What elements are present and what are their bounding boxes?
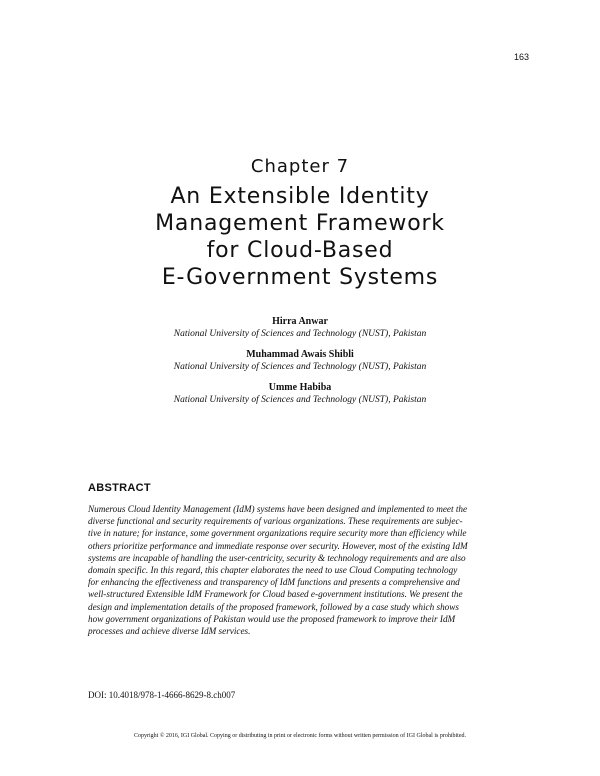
author-list xyxy=(0,315,600,414)
title-line: An Extensible Identity xyxy=(170,184,430,209)
abstract-line: design and implementation details of the proposed framework, followed by a case study which shows xyxy=(88,601,459,612)
abstract-body xyxy=(88,503,532,637)
abstract-line: diverse functional and security requirements of various organizations. These requirements are subjec- xyxy=(88,516,463,527)
abstract-heading: ABSTRACT xyxy=(88,482,151,494)
abstract-line: domain specific. In this regard, this chapter elaborates the need to use Cloud Computing technology xyxy=(88,565,458,576)
author xyxy=(0,381,600,406)
chapter-title xyxy=(0,183,600,291)
abstract-line: well-structured Extensible IdM Framework for Cloud based e-government institutions. We present the xyxy=(88,589,463,600)
author xyxy=(0,348,600,373)
abstract-line: tive in nature; for instance, some government organizations require security more than efficiency while xyxy=(88,528,467,539)
abstract-line: for enhancing the effectiveness and transparency of IdM functions and presents a comprehensive and xyxy=(88,577,460,588)
author-affiliation: National University of Sciences and Technology (NUST), Pakistan xyxy=(173,362,427,372)
title-line: Management Framework xyxy=(155,211,445,236)
author-affiliation: National University of Sciences and Technology (NUST), Pakistan xyxy=(173,395,427,405)
author-name: Umme Habiba xyxy=(268,382,332,393)
page-number: 163 xyxy=(513,52,529,62)
doi: DOI: 10.4018/978-1-4666-8629-8.ch007 xyxy=(88,690,236,700)
author-affiliation: National University of Sciences and Technology (NUST), Pakistan xyxy=(173,329,427,339)
title-line: E-Government Systems xyxy=(161,265,439,290)
title-line: for Cloud-Based xyxy=(206,238,394,263)
author xyxy=(0,315,600,340)
copyright-notice: Copyright © 2016, IGI Global. Copying or distributing in print or electronic forms without written permission of IGI Global is prohibited. xyxy=(133,733,466,739)
abstract-line: how government organizations of Pakistan would use the proposed framework to improve their IdM xyxy=(88,613,456,624)
author-name: Hirra Anwar xyxy=(272,316,328,327)
chapter-label: Chapter 7 xyxy=(250,156,350,177)
abstract-line: Numerous Cloud Identity Management (IdM) systems have been designed and implemented to meet the xyxy=(88,504,468,514)
abstract-line: others prioritize performance and immediate response over security. However, most of the existing IdM xyxy=(88,540,468,551)
author-name: Muhammad Awais Shibli xyxy=(246,349,354,360)
abstract-line: systems are incapable of handling the user-centricity, security & technology requirements and are also xyxy=(88,552,466,563)
abstract-line: processes and achieve diverse IdM services. xyxy=(88,626,251,637)
